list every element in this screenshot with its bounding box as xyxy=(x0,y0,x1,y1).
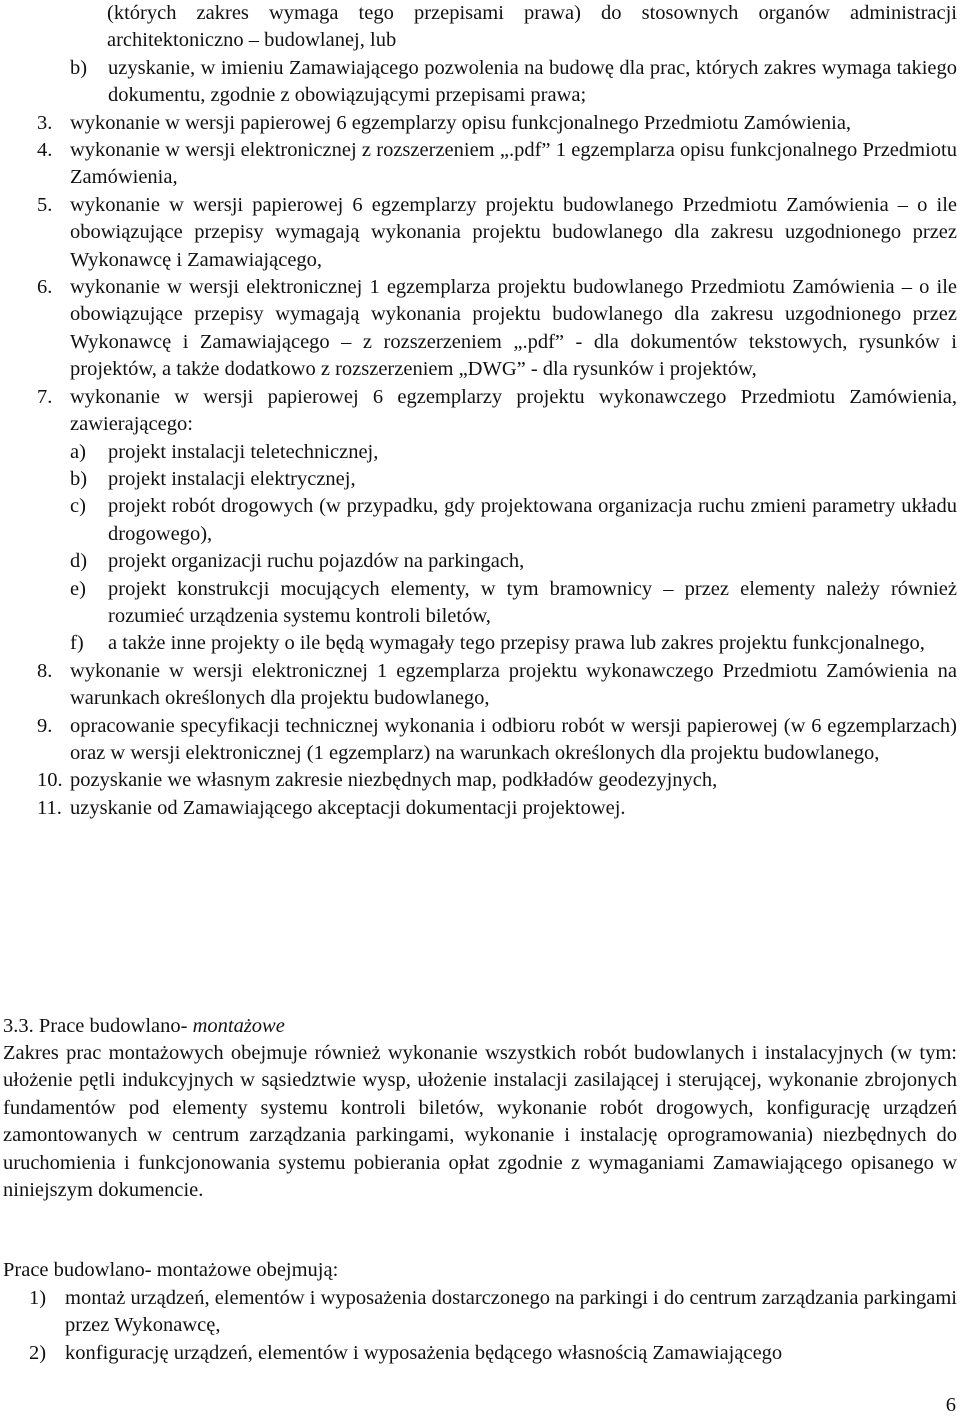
item-marker: 4. xyxy=(37,139,53,162)
works-list xyxy=(0,1285,960,1367)
item-text: projekt instalacji teletechnicznej, xyxy=(108,440,379,463)
list-item xyxy=(0,1285,960,1340)
item-marker: c) xyxy=(70,495,86,518)
list-item xyxy=(0,55,960,110)
item-text: konfigurację urządzeń, elementów i wyposażenia będącego własnością Zamawiającego xyxy=(65,1341,783,1364)
item-marker: e) xyxy=(70,577,86,600)
list-item xyxy=(0,192,960,274)
item-text: projekt konstrukcji mocujących elementy, w tym bramownicy – przez elementy należy również rozumieć urządzenia systemu kontroli biletów, xyxy=(108,577,957,627)
list-item xyxy=(0,548,960,575)
item-marker: 9. xyxy=(37,714,53,737)
works-intro: Prace budowlano- montażowe obejmują: xyxy=(3,1259,339,1281)
list-item xyxy=(0,274,960,384)
item-text: wykonanie w wersji elektronicznej 1 egzemplarza projektu budowlanego Przedmiotu Zamówienia – o ile obowiązujące przepisy wymagają wykonania projektu budowlanego dla zakresu uzgodnionego przez Wykonawcę i Zamawiającego – z rozszerzeniem „.pdf” - dla dokumentów tekstowych, rysunków i projektów, a także dodatkowo z rozszerzeniem „DWG” - dla rysunków i projektów, xyxy=(70,276,957,381)
item-text: projekt organizacji ruchu pojazdów na parkingach, xyxy=(108,550,525,573)
list-item xyxy=(0,110,960,137)
item-marker: f) xyxy=(70,632,84,655)
item-marker: 1) xyxy=(29,1287,47,1309)
section-heading xyxy=(3,1013,285,1040)
item-text: pozyskanie we własnym zakresie niezbędnych map, podkładów geodezyjnych, xyxy=(70,769,718,792)
list-item xyxy=(0,1340,960,1367)
item-marker: b) xyxy=(70,56,88,79)
list-item xyxy=(0,493,960,548)
item-text: a także inne projekty o ile będą wymagały tego przepisy prawa lub zakres projektu funkcjonalnego, xyxy=(108,632,925,655)
item-marker: 11. xyxy=(37,796,62,819)
item-text: projekt robót drogowych (w przypadku, gdy projektowana organizacja ruchu zmieni parametry układu drogowego), xyxy=(108,495,957,545)
section-title: Prace budowlano- xyxy=(38,1015,188,1037)
item-marker: 7. xyxy=(37,385,53,408)
item-text: wykonanie w wersji papierowej 6 egzemplarzy projektu wykonawczego Przedmiotu Zamówienia, zawierającego: xyxy=(70,385,957,436)
item-text: wykonanie w wersji papierowej 6 egzemplarzy opisu funkcjonalnego Przedmiotu Zamówienia, xyxy=(70,111,852,134)
continuation-text: (których zakres wymaga tego przepisami prawa) do stosownych organów administracji architektoniczno – budowlanej, lub xyxy=(107,2,957,52)
list-item xyxy=(0,795,960,822)
item-marker: 5. xyxy=(37,193,53,216)
item-marker: 3. xyxy=(37,111,53,134)
section-title-italic: montażowe xyxy=(192,1015,285,1037)
item-text: wykonanie w wersji elektronicznej 1 egzemplarza projektu wykonawczego Przedmiotu Zamówienia na warunkach określonych dla projektu budowlanego, xyxy=(70,659,957,710)
item-text: opracowanie specyfikacji technicznej wykonania i odbioru robót w wersji papierowej (w 6 egzemplarzach) oraz w wersji elektronicznej (1 egzemplarz) na warunkach określonych dla projektu budowlanego, xyxy=(70,714,957,764)
item-marker: b) xyxy=(70,467,88,490)
list-item xyxy=(0,137,960,192)
item-marker: 8. xyxy=(37,659,53,682)
item-marker: d) xyxy=(70,550,88,573)
item-text: wykonanie w wersji papierowej 6 egzemplarzy projektu budowlanego Przedmiotu Zamówienia – o ile obowiązujące przepisy wymagają wykonania projektu budowlanego dla zakresu uzgodnionego przez Wykonawcę i Zamawiającego, xyxy=(70,193,957,271)
item-marker: 10. xyxy=(37,769,63,792)
scope-paragraph: Zakres prac montażowych obejmuje również wykonanie wszystkich robót budowlanych i instalacyjnych (w tym: ułożenie pętli indukcyjnych w sąsiedztwie wysp, ułożenie instalacji zasilającej i sterującej, wykonanie zbrojonych fundamentów pod elementy systemu kontroli biletów, wykonanie robót drogowych, konfigurację urządzeń zamontowanych w centrum zarządzania parkingami, wykonanie i instalację oprogramowania) niezbędnych do uruchomienia i funkcjonowania systemu pobierania opłat zgodnie z wymaganiami Zamawiającego opisanego w niniejszym dokumencie. xyxy=(3,1042,957,1202)
item-text: montaż urządzeń, elementów i wyposażenia dostarczonego na parkingi i do centrum zarządzania parkingami przez Wykonawcę, xyxy=(65,1287,957,1337)
item-text: uzyskanie, w imieniu Zamawiającego pozwolenia na budowę dla prac, których zakres wymaga takiego dokumentu, zgodnie z obowiązującymi przepisami prawa; xyxy=(108,56,957,107)
list-item xyxy=(0,658,960,713)
list-item xyxy=(0,713,960,768)
list-item xyxy=(0,576,960,631)
item-text: projekt instalacji elektrycznej, xyxy=(108,467,356,490)
item-text: wykonanie w wersji elektronicznej z rozszerzeniem „.pdf” 1 egzemplarza opisu funkcjonalnego Przedmiotu Zamówienia, xyxy=(70,139,957,189)
list-item xyxy=(0,384,960,439)
list-item xyxy=(0,630,960,657)
item-text: uzyskanie od Zamawiającego akceptacji dokumentacji projektowej. xyxy=(70,796,626,819)
item-marker: 2) xyxy=(29,1341,47,1364)
page-number: 6 xyxy=(945,1394,956,1416)
list-item xyxy=(0,767,960,794)
section-number: 3.3. xyxy=(3,1015,34,1037)
item-marker: a) xyxy=(70,440,86,463)
item-marker: 6. xyxy=(37,276,53,299)
list-item xyxy=(0,466,960,493)
list-item xyxy=(0,439,960,466)
